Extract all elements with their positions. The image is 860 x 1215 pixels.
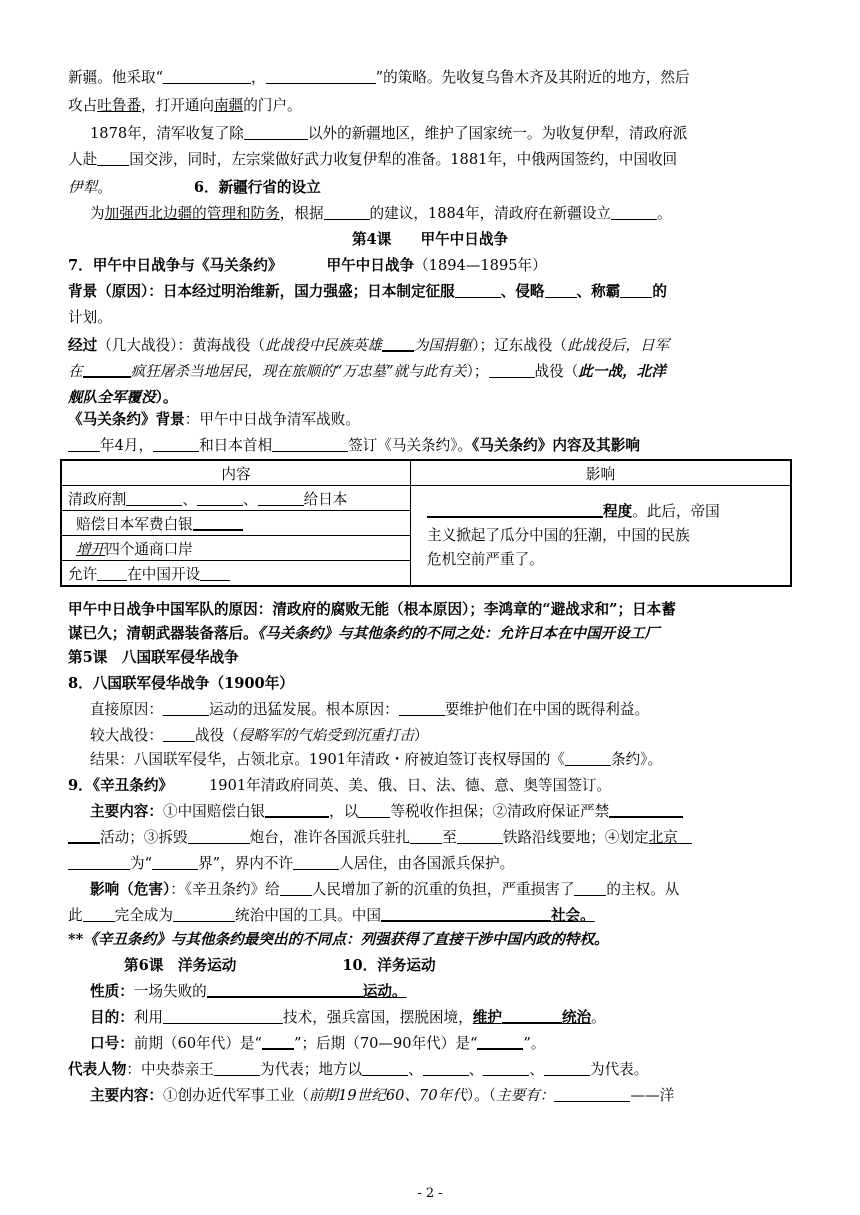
text-line: 年4月， 和日本首相 签订《马关条约》。《马关条约》内容及其影响	[68, 436, 792, 456]
fill-blank	[382, 336, 414, 352]
text-line: 人赴 国交涉，同时，左宗棠做好武力收复伊犁的准备。1881年，中俄两国签约，中国收回	[68, 151, 678, 168]
text-line: 《马关条约》背景：甲午中日战争清军战败。	[68, 411, 360, 428]
text-line: 主要内容：①中国赔偿白银 ，以 等税收作担保；②清政府保证严禁	[68, 802, 792, 822]
table-cell-impact: 程度。此后，帝国 主义掀起了瓜分中国的狂潮，中国的民族 危机空前严重了。	[411, 486, 792, 587]
section-heading: 6．新疆行省的设立	[193, 179, 321, 196]
text-line: 第6课 洋务运动 10．洋务运动	[124, 957, 436, 974]
text-line: 直接原因： 运动的迅猛发展。根本原因： 要维护他们在中国的既得利益。	[90, 701, 650, 718]
fill-blank	[163, 69, 251, 84]
fill-blank	[620, 283, 652, 298]
fill-blank	[97, 151, 129, 166]
table-cell: 允许 在中国开设	[61, 561, 411, 587]
fill-blank	[272, 437, 348, 452]
table-cell: 赔偿日本军费白银	[61, 511, 411, 536]
text-line: 活动；③拆毁 炮台，准许各国派兵驻扎 至 铁路沿线要地；④划定北京	[68, 828, 792, 848]
fill-blank	[489, 363, 535, 378]
lesson-title: 第4课 甲午中日战争	[351, 231, 509, 248]
text-line: 影响（危害）：《辛丑条约》给 人民增加了新的沉重的负担，严重损害了 的主权。从	[90, 881, 680, 898]
text-line: 性质：一场失败的 运动。	[90, 983, 407, 1000]
table-header-impact: 影响	[411, 460, 792, 486]
text-line: 口号：前期（60年代）是“ ”；后期（70—90年代）是“ ”。	[90, 1035, 546, 1052]
text-line: 为“ 界”，界内不许 人居住，由各国派兵保护。	[68, 854, 792, 874]
text-line: 攻占吐鲁番，打开通向南疆的门户。	[68, 97, 302, 114]
text-line: 谋已久；清朝武器装备落后。《马关条约》与其他条约的不同之处：允许日本在中国开设工厂	[68, 625, 660, 642]
page-number: - 2 -	[417, 1186, 443, 1201]
text-line: 主要内容：①创办近代军事工业（前期19世纪60、70年代）。（主要有： ——洋	[90, 1087, 675, 1104]
fill-blank	[545, 283, 577, 298]
fill-blank	[611, 205, 657, 220]
text-line: 7．甲午中日战争与《马关条约》 甲午中日战争（1894—1895年）	[68, 257, 547, 274]
text-line: 较大战役： 战役（侵略军的气焰受到沉重打击）	[90, 727, 429, 744]
text-line: 舰队全军覆没）。	[68, 389, 178, 406]
table-cell: 增开四个通商口岸	[61, 536, 411, 561]
text-line: 经过（几大战役）：黄海战役（此战役中民族英雄 为国捐躯）；辽东战役（此战役后，日军	[68, 337, 670, 354]
table-header-content: 内容	[61, 460, 411, 486]
section-heading: 8．八国联军侵华战争（1900年）	[68, 675, 294, 692]
text-line: 此 完全成为 统治中国的工具。中国 社会。	[68, 907, 595, 924]
text-line: 目的：利用 技术，强兵富国，摆脱困境，维护 统治。	[90, 1009, 606, 1026]
fill-blank	[266, 69, 376, 84]
text-line: 1878年，清军收复了除 以外的新疆地区，维护了国家统一。为收复伊犁，清政府派	[90, 125, 688, 142]
fill-blank	[244, 125, 308, 140]
text-line: 代表人物：中央恭亲王 为代表；地方以 、 、 、 为代表。	[68, 1061, 649, 1078]
lesson-title: 第6课 洋务运动	[124, 957, 237, 974]
text-line: 新疆。他采取“ ， ”的策略。先收复乌鲁木齐及其附近的地方，然后	[68, 69, 690, 86]
lesson-title: 第5课 八国联军侵华战争	[68, 649, 239, 666]
text-line: 伊犁。 6．新疆行省的设立	[68, 179, 321, 196]
text-line: 在 疯狂屠杀当地居民，现在旅顺的“万忠墓”就与此有关）； 战役（此一战，北洋	[68, 363, 666, 380]
fill-blank	[83, 362, 131, 378]
treaty-table	[60, 459, 792, 587]
fill-blank	[324, 205, 370, 220]
text-line: 结果：八国联军侵华，占领北京。1901年清政・府被迫签订丧权辱国的《 条约》。	[90, 751, 663, 768]
text-line: **《辛丑条约》与其他条约最突出的不同点：列强获得了直接干涉中国内政的特权。	[68, 931, 609, 948]
text-line: 9．《辛丑条约》 1901年清政府同英、美、俄、日、法、德、意、奥等国签订。	[68, 777, 612, 794]
fill-blank	[68, 437, 100, 452]
text-line: 甲午中日战争中国军队的原因：清政府的腐败无能（根本原因）；李鸿章的“避战求和”；日本蓄	[68, 601, 676, 618]
text-line: 计划。	[68, 309, 112, 326]
text-line: 为加强西北边疆的管理和防务，根据 的建议，1884年，清政府在新疆设立 。	[90, 205, 672, 222]
text-line: 背景（原因）：日本经过明治维新，国力强盛；日本制定征服 、侵略 、称霸 的	[68, 283, 667, 300]
fill-blank	[153, 437, 199, 452]
table-cell: 清政府割 、 、 给日本	[61, 486, 411, 511]
fill-blank	[455, 283, 501, 298]
